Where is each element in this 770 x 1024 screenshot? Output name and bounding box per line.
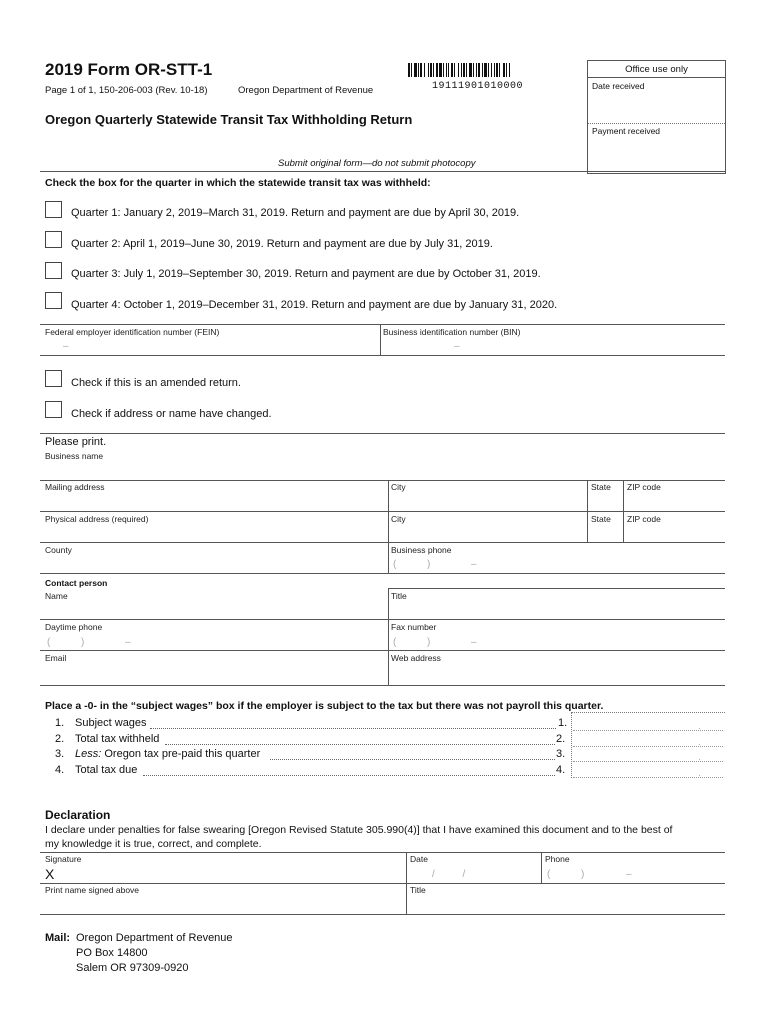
print-name-label: Print name signed above bbox=[45, 885, 140, 895]
mail-line-3: Salem OR 97309-0920 bbox=[76, 962, 189, 974]
payment-received-label: Payment received bbox=[592, 126, 661, 136]
contact-name-label: Name bbox=[45, 591, 68, 601]
total-tax-due-input[interactable] bbox=[573, 763, 723, 778]
signature-label: Signature bbox=[45, 854, 82, 864]
barcode-number: 19111901010000 bbox=[432, 81, 524, 92]
daytime-phone-label: Daytime phone bbox=[45, 622, 103, 632]
subject-wages-input[interactable] bbox=[573, 716, 723, 731]
email-input[interactable] bbox=[42, 665, 385, 680]
wages-line-3-label bbox=[75, 748, 262, 760]
fax-dash: – bbox=[471, 637, 477, 648]
mailing-city-label: City bbox=[391, 482, 406, 492]
business-phone-label: Business phone bbox=[391, 545, 452, 555]
business-phone-dash: – bbox=[471, 559, 477, 570]
business-name-label: Business name bbox=[45, 451, 104, 461]
submit-note: Submit original form—do not submit photocopy bbox=[278, 158, 476, 169]
decl-title-input[interactable] bbox=[409, 897, 722, 912]
wages-line-4-ref: 4. bbox=[556, 764, 566, 776]
wages-line-4-label: Total tax due bbox=[75, 764, 138, 776]
date-received-label: Date received bbox=[592, 81, 645, 91]
quarter-3-label: Quarter 3: July 1, 2019–September 30, 2019. Return and payment are due by October 31, 2019. bbox=[71, 268, 541, 280]
quarter-4-checkbox[interactable] bbox=[45, 292, 62, 309]
address-changed-label: Check if address or name have changed. bbox=[71, 408, 272, 420]
print-name-input[interactable] bbox=[42, 897, 402, 912]
date-input[interactable] bbox=[409, 866, 538, 881]
mailing-address-label: Mailing address bbox=[45, 482, 105, 492]
wages-line-3-less: Less: bbox=[75, 748, 102, 760]
wages-line-2-label: Total tax withheld bbox=[75, 733, 160, 745]
prepaid-tax-input[interactable] bbox=[573, 747, 723, 762]
business-name-input[interactable] bbox=[42, 462, 722, 478]
date-label: Date bbox=[410, 854, 428, 864]
wages-line-2-num: 2. bbox=[55, 733, 65, 745]
office-use-box bbox=[587, 60, 726, 174]
wages-line-1-ref: 1. bbox=[558, 717, 568, 729]
quarter-2-checkbox[interactable] bbox=[45, 231, 62, 248]
mail-label: Mail: bbox=[45, 932, 71, 944]
signature-input[interactable] bbox=[60, 866, 400, 882]
physical-address-input[interactable] bbox=[42, 525, 385, 540]
quarter-1-checkbox[interactable] bbox=[45, 201, 62, 218]
daytime-phone-close: ) bbox=[81, 637, 85, 648]
signature-x: X bbox=[45, 866, 55, 882]
amended-label: Check if this is an amended return. bbox=[71, 377, 241, 389]
agency-name: Oregon Department of Revenue bbox=[238, 85, 374, 96]
total-tax-withheld-input[interactable] bbox=[573, 732, 723, 747]
wages-line-1-num: 1. bbox=[55, 717, 65, 729]
fax-input[interactable] bbox=[391, 634, 722, 649]
fax-close: ) bbox=[427, 637, 431, 648]
phone-label: Phone bbox=[545, 854, 570, 864]
web-address-input[interactable] bbox=[391, 665, 722, 680]
fax-label: Fax number bbox=[391, 622, 437, 632]
decl-phone-dash: – bbox=[626, 869, 632, 880]
decl-title-label: Title bbox=[410, 885, 426, 895]
contact-title-label: Title bbox=[391, 591, 407, 601]
quarter-4-label: Quarter 4: October 1, 2019–December 31, 2019. Return and payment are due by January 31, 2020. bbox=[71, 299, 558, 311]
business-phone-input[interactable] bbox=[391, 556, 722, 571]
daytime-phone-input[interactable] bbox=[42, 634, 385, 649]
fein-input[interactable] bbox=[42, 338, 376, 353]
physical-city-label: City bbox=[391, 514, 406, 524]
form-subtitle: Oregon Quarterly Statewide Transit Tax Withholding Return bbox=[45, 112, 413, 127]
mailing-state-label: State bbox=[591, 482, 611, 492]
quarter-3-checkbox[interactable] bbox=[45, 262, 62, 279]
fax-open: ( bbox=[393, 637, 397, 648]
contact-name-input[interactable] bbox=[42, 602, 385, 617]
declaration-heading: Declaration bbox=[45, 808, 111, 822]
fein-dash: – bbox=[63, 341, 69, 352]
decl-phone-close: ) bbox=[581, 869, 585, 880]
bin-input[interactable] bbox=[384, 338, 722, 353]
mailing-address-input[interactable] bbox=[42, 494, 385, 509]
amended-checkbox[interactable] bbox=[45, 370, 62, 387]
bin-dash: – bbox=[454, 341, 460, 352]
mailing-zip-label: ZIP code bbox=[627, 482, 661, 492]
physical-zip-label: ZIP code bbox=[627, 514, 661, 524]
wages-instruction: Place a -0- in the “subject wages” box if the employer is subject to the tax but there was not payroll this quarter. bbox=[45, 700, 604, 712]
email-label: Email bbox=[45, 653, 67, 663]
wages-line-2-ref: 2. bbox=[556, 733, 566, 745]
decl-phone-open: ( bbox=[547, 869, 551, 880]
bin-label: Business identification number (BIN) bbox=[383, 327, 521, 337]
mail-line-2: PO Box 14800 bbox=[76, 947, 148, 959]
address-changed-checkbox[interactable] bbox=[45, 401, 62, 418]
county-label: County bbox=[45, 545, 72, 555]
barcode-graphic bbox=[408, 63, 565, 77]
declaration-text-1: I declare under penalties for false swearing [Oregon Revised Statute 305.990(4)] that I have examined this document and to the best of bbox=[45, 824, 673, 836]
quarter-instruction: Check the box for the quarter in which the statewide transit tax was withheld: bbox=[45, 177, 431, 189]
wages-line-3-num: 3. bbox=[55, 748, 65, 760]
form-title: 2019 Form OR-STT-1 bbox=[45, 60, 213, 79]
date-mask: / / bbox=[432, 869, 466, 880]
business-phone-open: ( bbox=[393, 559, 397, 570]
page-info: Page 1 of 1, 150-206-003 (Rev. 10-18) bbox=[45, 85, 208, 96]
mail-line-1: Oregon Department of Revenue bbox=[76, 932, 233, 944]
office-use-title: Office use only bbox=[588, 64, 725, 78]
physical-state-label: State bbox=[591, 514, 611, 524]
declaration-text-2: my knowledge it is true, correct, and complete. bbox=[45, 838, 262, 850]
physical-address-label: Physical address (required) bbox=[45, 514, 149, 524]
business-phone-close: ) bbox=[427, 559, 431, 570]
quarter-2-label: Quarter 2: April 1, 2019–June 30, 2019. Return and payment are due by July 31, 2019. bbox=[71, 238, 493, 250]
decl-phone-input[interactable] bbox=[544, 866, 722, 881]
please-print: Please print. bbox=[45, 436, 107, 448]
wages-line-1-label: Subject wages bbox=[75, 717, 147, 729]
web-address-label: Web address bbox=[391, 653, 441, 663]
wages-line-3-text: Oregon tax pre-paid this quarter bbox=[101, 748, 261, 760]
daytime-phone-dash: – bbox=[125, 637, 131, 648]
quarter-1-label: Quarter 1: January 2, 2019–March 31, 2019. Return and payment are due by April 30, 2019. bbox=[71, 207, 520, 219]
contact-heading: Contact person bbox=[45, 578, 108, 588]
wages-line-3-ref: 3. bbox=[556, 748, 566, 760]
wages-line-4-num: 4. bbox=[55, 764, 65, 776]
daytime-phone-open: ( bbox=[47, 637, 51, 648]
fein-label: Federal employer identification number (FEIN) bbox=[45, 327, 220, 337]
